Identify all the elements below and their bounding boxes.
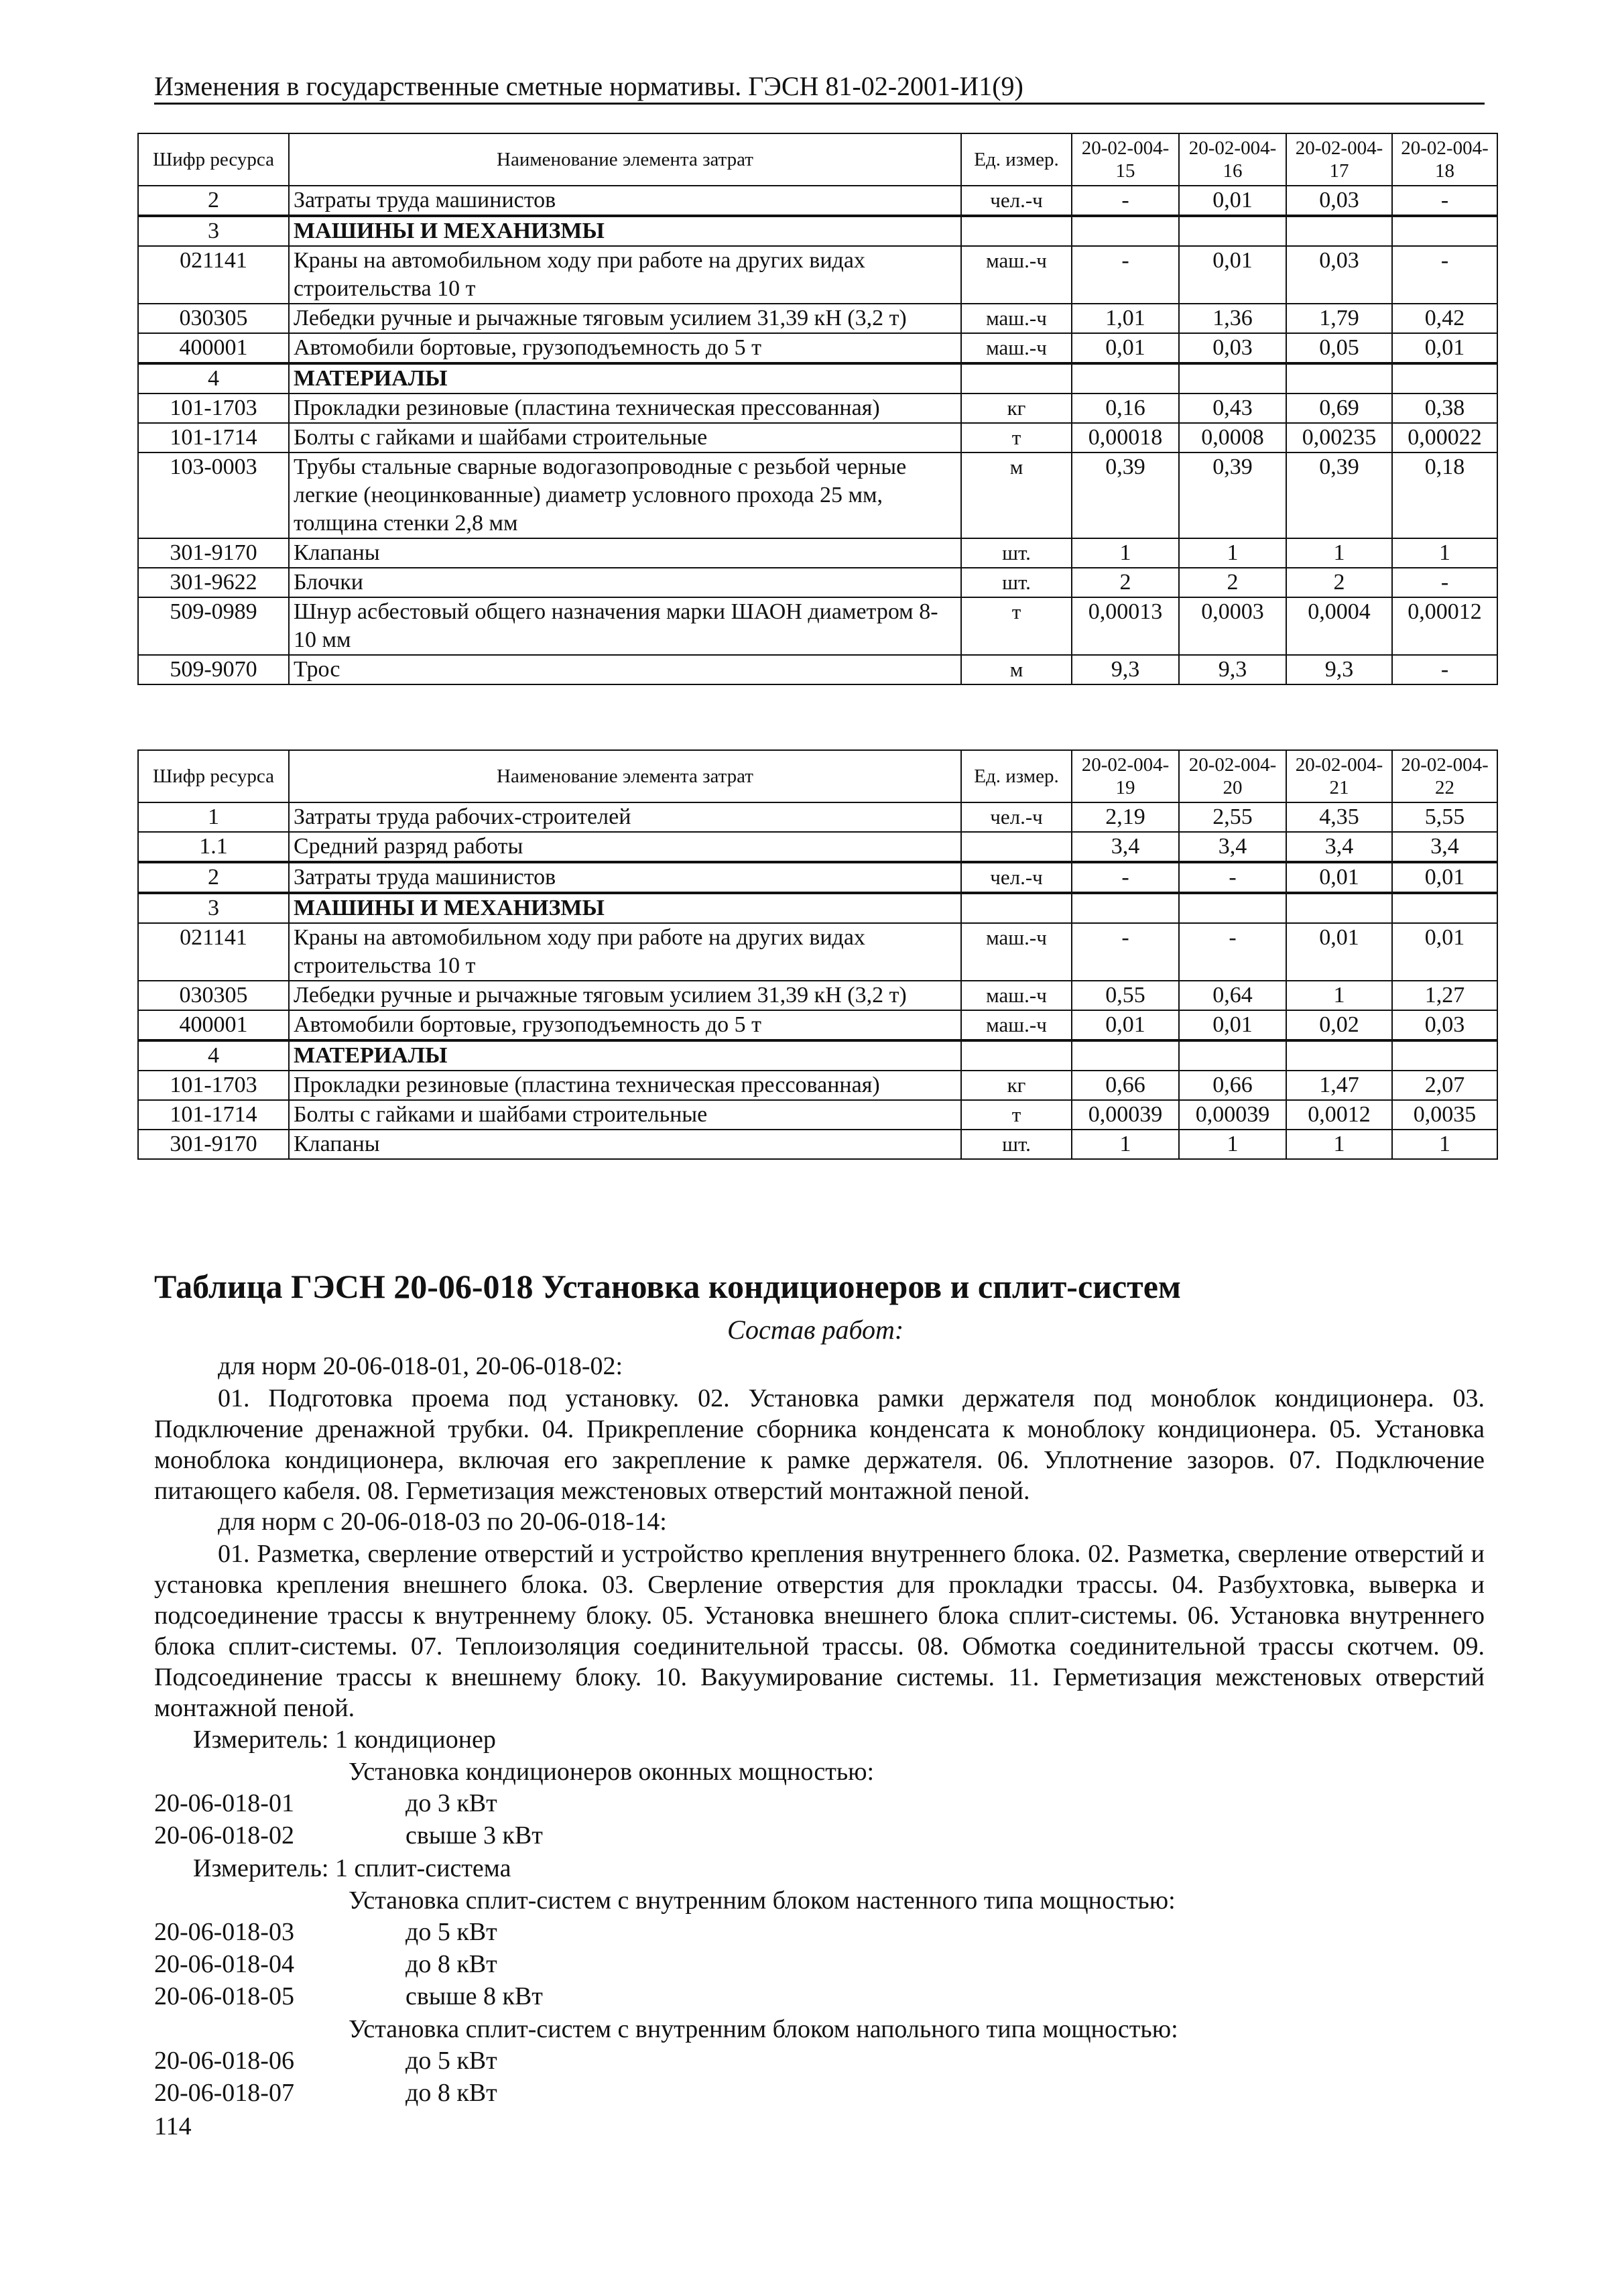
- resource-code: 3: [138, 893, 289, 923]
- resource-unit: м: [961, 655, 1072, 684]
- table-row: [138, 832, 1497, 862]
- resource-unit: [961, 1040, 1072, 1071]
- norm-value-cell: [1072, 1040, 1179, 1071]
- work-composition-label: Состав работ:: [727, 1315, 904, 1345]
- norm-value-cell: 0,03: [1392, 1010, 1497, 1040]
- norm-value-cell: 0,38: [1392, 394, 1497, 423]
- table-row: [138, 1010, 1497, 1040]
- header-unit: Ед. измер.: [961, 750, 1072, 802]
- resource-name: Лебедки ручные и рычажные тяговым усилием 31,39 кН (3,2 т): [289, 981, 961, 1010]
- resource-name: Автомобили бортовые, грузоподъемность до 5 т: [289, 333, 961, 363]
- resource-name: Трос: [289, 655, 961, 684]
- norm-value-cell: 1: [1072, 1130, 1179, 1159]
- norm-value-cell: 0,00039: [1179, 1100, 1286, 1130]
- subhead-3: Установка сплит-систем с внутренним блоком напольного типа мощностью:: [349, 2015, 1178, 2043]
- norm-value-cell: 1: [1286, 981, 1392, 1010]
- norm-value-cell: [1286, 216, 1392, 246]
- table-row: [138, 597, 1497, 655]
- norm-value-cell: 2: [1179, 568, 1286, 597]
- table-row: [138, 216, 1497, 246]
- table-row: [138, 186, 1497, 216]
- resource-name: Клапаны: [289, 1130, 961, 1159]
- resource-unit: чел.-ч: [961, 862, 1072, 893]
- norm-value-cell: 2,07: [1392, 1071, 1497, 1100]
- norm-value-cell: 1,79: [1286, 304, 1392, 333]
- table-row: [138, 538, 1497, 568]
- table-row: [138, 304, 1497, 333]
- norm-value-cell: 0,69: [1286, 394, 1392, 423]
- resource-name: Лебедки ручные и рычажные тяговым усилием 31,39 кН (3,2 т): [289, 304, 961, 333]
- header-col: 20-02-004-21: [1286, 750, 1392, 802]
- resource-unit: чел.-ч: [961, 802, 1072, 832]
- norm-value-cell: 5,55: [1392, 802, 1497, 832]
- norm-value-cell: -: [1072, 923, 1179, 981]
- resource-name: МАШИНЫ И МЕХАНИЗМЫ: [289, 216, 961, 246]
- norm-value-cell: 0,66: [1179, 1071, 1286, 1100]
- norm-value-cell: 0,01: [1179, 186, 1286, 216]
- resource-unit: маш.-ч: [961, 981, 1072, 1010]
- section-title: Таблица ГЭСН 20-06-018 Установка кондиционеров и сплит-систем: [154, 1268, 1181, 1305]
- norm-value-cell: 0,01: [1179, 1010, 1286, 1040]
- norm-value-cell: 0,00012: [1392, 597, 1497, 655]
- norm-value-cell: 0,42: [1392, 304, 1497, 333]
- resource-name: Болты с гайками и шайбами строительные: [289, 423, 961, 452]
- resource-code: 3: [138, 216, 289, 246]
- norm-value: свыше 8 кВт: [406, 1982, 543, 2010]
- resource-unit: маш.-ч: [961, 1010, 1072, 1040]
- resource-unit: маш.-ч: [961, 333, 1072, 363]
- resource-code: 101-1703: [138, 1071, 289, 1100]
- header-col: 20-02-004-19: [1072, 750, 1179, 802]
- norm-value-cell: [1286, 1040, 1392, 1071]
- resource-unit: шт.: [961, 538, 1072, 568]
- resource-name: Болты с гайками и шайбами строительные: [289, 1100, 961, 1130]
- norm-value-cell: 1: [1286, 1130, 1392, 1159]
- norm-value-cell: 3,4: [1072, 832, 1179, 862]
- resource-name: Прокладки резиновые (пластина техническая прессованная): [289, 1071, 961, 1100]
- norm-value-cell: [1392, 893, 1497, 923]
- norm-value-cell: 1: [1179, 538, 1286, 568]
- norm-value-cell: 0,01: [1179, 246, 1286, 304]
- norm-value-cell: 0,64: [1179, 981, 1286, 1010]
- norm-value-cell: 0,00039: [1072, 1100, 1179, 1130]
- resource-table-2: [137, 749, 1498, 1160]
- norm-value-cell: -: [1392, 246, 1497, 304]
- resource-unit: кг: [961, 394, 1072, 423]
- norm-value-cell: 2,55: [1179, 802, 1286, 832]
- resource-code: 2: [138, 186, 289, 216]
- norm-value: до 8 кВт: [406, 2079, 497, 2107]
- norm-value-cell: 0,03: [1286, 186, 1392, 216]
- norm-value-cell: 9,3: [1179, 655, 1286, 684]
- norm-value-cell: -: [1072, 862, 1179, 893]
- header-col: 20-02-004-16: [1179, 133, 1286, 186]
- norm-value-cell: 1: [1392, 1130, 1497, 1159]
- norm-value-cell: 3,4: [1286, 832, 1392, 862]
- norms-1-label: для норм 20-06-018-01, 20-06-018-02:: [218, 1352, 623, 1380]
- resource-name: Краны на автомобильном ходу при работе на других видах строительства 10 т: [289, 923, 961, 981]
- norm-value-cell: [1072, 893, 1179, 923]
- norm-value-cell: 0,0008: [1179, 423, 1286, 452]
- norm-value-cell: 0,01: [1286, 862, 1392, 893]
- table-row: [138, 423, 1497, 452]
- norm-value-cell: 1,47: [1286, 1071, 1392, 1100]
- running-header: Изменения в государственные сметные нормативы. ГЭСН 81-02-2001-И1(9): [154, 71, 1023, 101]
- norm-value-cell: [1286, 893, 1392, 923]
- header-col: 20-02-004-18: [1392, 133, 1497, 186]
- resource-code: 030305: [138, 304, 289, 333]
- norm-value-cell: 0,18: [1392, 452, 1497, 538]
- resource-unit: шт.: [961, 568, 1072, 597]
- norm-value-cell: 0,01: [1286, 923, 1392, 981]
- resource-code: 101-1703: [138, 394, 289, 423]
- norms-2-text: 01. Разметка, сверление отверстий и устройство крепления внутреннего блока. 02. Разметка, сверление отверстий и установка крепления внешнего блока. 03. Сверление отверстия для прокладки трассы. 04. Разбухтовка, выверка и подсоединение трассы к внутреннему блоку. 05. Установка внешнего блока сплит-системы. 06. Установка внутреннего блока сплит-системы. 07. Теплоизоляция соединительной трассы. 08. Обмотка соединительной трассы скотчем. 09. Подсоединение трассы к внешнему блоку. 10. Вакуумирование системы. 11. Герметизация межстеновых отверстий монтажной пеной.: [154, 1540, 1485, 1722]
- norms-2-label: для норм с 20-06-018-03 по 20-06-018-14:: [218, 1508, 667, 1536]
- norm-value-cell: 0,0003: [1179, 597, 1286, 655]
- resource-unit: м: [961, 452, 1072, 538]
- resource-name: Автомобили бортовые, грузоподъемность до 5 т: [289, 1010, 961, 1040]
- norm-value-cell: 2: [1072, 568, 1179, 597]
- norm-value-cell: 0,0004: [1286, 597, 1392, 655]
- norm-value-cell: 0,03: [1179, 333, 1286, 363]
- resource-code: 301-9170: [138, 538, 289, 568]
- resource-unit: т: [961, 597, 1072, 655]
- norm-value-cell: [1179, 363, 1286, 394]
- resource-code: 101-1714: [138, 1100, 289, 1130]
- norm-value-cell: [1286, 363, 1392, 394]
- resource-code: 103-0003: [138, 452, 289, 538]
- resource-unit: [961, 893, 1072, 923]
- resource-unit: маш.-ч: [961, 246, 1072, 304]
- norm-value-cell: 0,43: [1179, 394, 1286, 423]
- norm-value-cell: 0,03: [1286, 246, 1392, 304]
- resource-unit: шт.: [961, 1130, 1072, 1159]
- norm-value-cell: 4,35: [1286, 802, 1392, 832]
- resource-unit: т: [961, 423, 1072, 452]
- resource-code: 509-9070: [138, 655, 289, 684]
- meter-1: Измеритель: 1 кондиционер: [193, 1726, 496, 1754]
- norm-value-cell: -: [1072, 186, 1179, 216]
- resource-name: Затраты труда рабочих-строителей: [289, 802, 961, 832]
- resource-code: 030305: [138, 981, 289, 1010]
- table-row: [138, 333, 1497, 363]
- norm-value-cell: 0,05: [1286, 333, 1392, 363]
- header-name: Наименование элемента затрат: [289, 750, 961, 802]
- norm-value: свыше 3 кВт: [406, 1821, 543, 1850]
- norm-value-cell: [1072, 216, 1179, 246]
- resource-name: Шнур асбестовый общего назначения марки ШАОН диаметром 8-10 мм: [289, 597, 961, 655]
- norm-value-cell: 3,4: [1392, 832, 1497, 862]
- resource-unit: чел.-ч: [961, 186, 1072, 216]
- resource-code: 301-9622: [138, 568, 289, 597]
- norm-code: 20-06-018-06: [154, 2047, 294, 2075]
- resource-unit: [961, 363, 1072, 394]
- norm-value-cell: 1,27: [1392, 981, 1497, 1010]
- resource-unit: т: [961, 1100, 1072, 1130]
- table-row: [138, 893, 1497, 923]
- table-row: [138, 246, 1497, 304]
- resource-unit: маш.-ч: [961, 923, 1072, 981]
- norm-value-cell: 2,19: [1072, 802, 1179, 832]
- norm-value-cell: 1,01: [1072, 304, 1179, 333]
- norm-value-cell: 1: [1072, 538, 1179, 568]
- norm-value: до 8 кВт: [406, 1950, 497, 1978]
- norm-value-cell: [1392, 363, 1497, 394]
- norm-value-cell: 1: [1179, 1130, 1286, 1159]
- norm-value-cell: 3,4: [1179, 832, 1286, 862]
- norm-value-cell: -: [1072, 246, 1179, 304]
- header-code: Шифр ресурса: [138, 133, 289, 186]
- header-code: Шифр ресурса: [138, 750, 289, 802]
- norm-code: 20-06-018-07: [154, 2079, 294, 2107]
- resource-name: Блочки: [289, 568, 961, 597]
- resource-unit: кг: [961, 1071, 1072, 1100]
- resource-code: 400001: [138, 333, 289, 363]
- table-row: [138, 568, 1497, 597]
- resource-code: 1: [138, 802, 289, 832]
- resource-code: 2: [138, 862, 289, 893]
- resource-name: Средний разряд работы: [289, 832, 961, 862]
- norm-value-cell: -: [1392, 568, 1497, 597]
- norm-value: до 5 кВт: [406, 1918, 497, 1946]
- norm-value-cell: 0,00018: [1072, 423, 1179, 452]
- norm-value-cell: -: [1179, 923, 1286, 981]
- norms-1-text: 01. Подготовка проема под установку. 02. Установка рамки держателя под моноблок кондиционера. 03. Подключение дренажной трубки. 04. Прикрепление сборника конденсата к моноблоку кондиционера. 05. Установка моноблока кондиционера, включая его закрепление к рамке держателя. 06. Уплотнение зазоров. 07. Подключение питающего кабеля. 08. Герметизация межстеновых отверстий монтажной пеной.: [154, 1384, 1485, 1505]
- norm-value-cell: 1,36: [1179, 304, 1286, 333]
- norm-value-cell: 0,66: [1072, 1071, 1179, 1100]
- norm-value-cell: 2: [1286, 568, 1392, 597]
- norm-value: до 5 кВт: [406, 2047, 497, 2075]
- norm-value-cell: 1: [1286, 538, 1392, 568]
- resource-code: 4: [138, 1040, 289, 1071]
- resource-name: Затраты труда машинистов: [289, 186, 961, 216]
- table-row: [138, 394, 1497, 423]
- norm-value-cell: 0,39: [1286, 452, 1392, 538]
- header-col: 20-02-004-17: [1286, 133, 1392, 186]
- header-col: 20-02-004-20: [1179, 750, 1286, 802]
- table-row: [138, 1100, 1497, 1130]
- table-row: [138, 802, 1497, 832]
- table-header-row: [138, 133, 1497, 186]
- norm-value-cell: [1179, 893, 1286, 923]
- norm-value-cell: 0,00022: [1392, 423, 1497, 452]
- subhead-1: Установка кондиционеров оконных мощностью:: [349, 1758, 875, 1786]
- norm-value-cell: 0,00235: [1286, 423, 1392, 452]
- resource-code: 021141: [138, 923, 289, 981]
- table-row: [138, 655, 1497, 684]
- header-rule: [154, 103, 1485, 105]
- resource-name: МАШИНЫ И МЕХАНИЗМЫ: [289, 893, 961, 923]
- norm-code: 20-06-018-03: [154, 1918, 294, 1946]
- norm-value-cell: 0,01: [1392, 923, 1497, 981]
- resource-name: МАТЕРИАЛЫ: [289, 363, 961, 394]
- table-row: [138, 1040, 1497, 1071]
- table-row: [138, 981, 1497, 1010]
- resource-name: МАТЕРИАЛЫ: [289, 1040, 961, 1071]
- norm-code: 20-06-018-05: [154, 1982, 294, 2010]
- resource-name: Прокладки резиновые (пластина техническая прессованная): [289, 394, 961, 423]
- table-row: [138, 452, 1497, 538]
- resource-code: 021141: [138, 246, 289, 304]
- norm-value-cell: 9,3: [1286, 655, 1392, 684]
- norm-value-cell: 0,02: [1286, 1010, 1392, 1040]
- resource-code: 4: [138, 363, 289, 394]
- resource-code: 101-1714: [138, 423, 289, 452]
- norm-value-cell: 0,01: [1072, 1010, 1179, 1040]
- norm-value-cell: 0,16: [1072, 394, 1179, 423]
- norm-code: 20-06-018-04: [154, 1950, 294, 1978]
- page-number: 114: [154, 2112, 192, 2140]
- norm-value-cell: 0,55: [1072, 981, 1179, 1010]
- norm-value-cell: [1179, 216, 1286, 246]
- resource-name: Клапаны: [289, 538, 961, 568]
- resource-name: Затраты труда машинистов: [289, 862, 961, 893]
- norm-value-cell: 0,39: [1072, 452, 1179, 538]
- header-unit: Ед. измер.: [961, 133, 1072, 186]
- resource-code: 1.1: [138, 832, 289, 862]
- norm-code: 20-06-018-01: [154, 1789, 294, 1817]
- norm-value-cell: 0,01: [1392, 862, 1497, 893]
- table-row: [138, 1130, 1497, 1159]
- norm-value-cell: -: [1392, 186, 1497, 216]
- table-row: [138, 862, 1497, 893]
- resource-code: 509-0989: [138, 597, 289, 655]
- norm-value-cell: 0,01: [1072, 333, 1179, 363]
- table-header-row: [138, 750, 1497, 802]
- table-row: [138, 363, 1497, 394]
- norm-value-cell: 0,0012: [1286, 1100, 1392, 1130]
- norm-value-cell: -: [1392, 655, 1497, 684]
- norm-value-cell: 0,00013: [1072, 597, 1179, 655]
- norm-value-cell: [1179, 1040, 1286, 1071]
- norm-value-cell: [1392, 1040, 1497, 1071]
- norm-value-cell: -: [1179, 862, 1286, 893]
- norm-value-cell: 0,0035: [1392, 1100, 1497, 1130]
- table-row: [138, 923, 1497, 981]
- norm-value-cell: [1072, 363, 1179, 394]
- resource-unit: [961, 216, 1072, 246]
- norm-value-cell: [1392, 216, 1497, 246]
- resource-code: 400001: [138, 1010, 289, 1040]
- norm-code: 20-06-018-02: [154, 1821, 294, 1850]
- header-name: Наименование элемента затрат: [289, 133, 961, 186]
- header-col: 20-02-004-22: [1392, 750, 1497, 802]
- subhead-2: Установка сплит-систем с внутренним блоком настенного типа мощностью:: [349, 1886, 1176, 1915]
- header-col: 20-02-004-15: [1072, 133, 1179, 186]
- resource-table-1: [137, 133, 1498, 685]
- resource-name: Трубы стальные сварные водогазопроводные с резьбой черные легкие (неоцинкованные) диаметр условного прохода 25 мм, толщина стенки 2,8 мм: [289, 452, 961, 538]
- resource-name: Краны на автомобильном ходу при работе на других видах строительства 10 т: [289, 246, 961, 304]
- table-row: [138, 1071, 1497, 1100]
- norm-value-cell: 0,01: [1392, 333, 1497, 363]
- resource-unit: маш.-ч: [961, 304, 1072, 333]
- norm-value-cell: 0,39: [1179, 452, 1286, 538]
- norm-value: до 3 кВт: [406, 1789, 497, 1817]
- resource-code: 301-9170: [138, 1130, 289, 1159]
- meter-2: Измеритель: 1 сплит-система: [193, 1854, 511, 1882]
- norm-value-cell: 1: [1392, 538, 1497, 568]
- norm-value-cell: 9,3: [1072, 655, 1179, 684]
- resource-unit: [961, 832, 1072, 862]
